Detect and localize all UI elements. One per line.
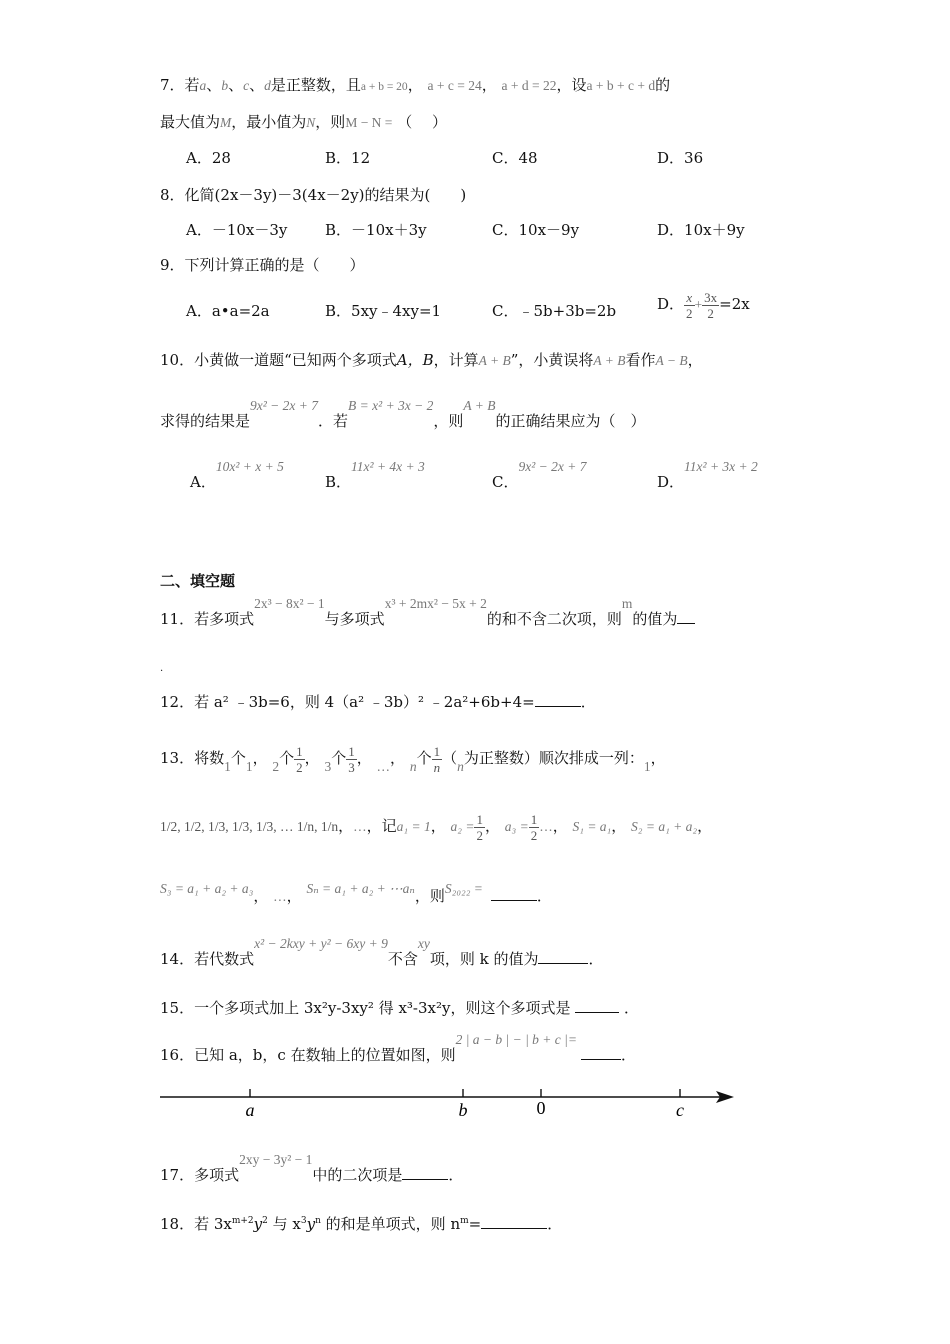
q15: 15．一个多项式加上 3x²y-3xy² 得 x³-3x²y，则这个多项式是 ． (160, 996, 639, 1019)
q7-line2: 最大值为M，最小值为N，则M − N = （ ） (160, 113, 447, 131)
q10-option-a: A．10x² + x + 5 (190, 459, 284, 491)
label-c: c (676, 1100, 684, 1120)
q13-line3: S₃ = a₁ + a₂ + a₃， …， Sₙ = a₁ + a₂ + ⋯aₙ，则S₂₀₂₂ = ． (160, 881, 552, 905)
q13-line2: 1/2, 1/2, 1/3, 1/3, 1/3, … 1/n, 1/n，…，记a₁ = 1， a₂ = $\frac{1}{2}$ ， a₃ = $\frac{1}{2}$ …， S₁ = a₁， S₂ = a₁ + a₂， (160, 811, 713, 843)
q17: 17．多项式2xy − 3y² − 1中的二次项是 ． (160, 1152, 464, 1184)
q10-line2: 求得的结果是9x² − 2x + 7．若B = x² + 3x − 2，则A + B的正确结果应为（ ） (160, 398, 646, 430)
q11: 11．若多项式2x³ − 8x² − 1与多项式x³ + 2mx² − 5x + 2的和不含二次项，则m的值为 (160, 607, 695, 631)
q10-line1: 10．小黄做一道题“已知两个多项式A，B，计算A + B”，小黄误将A + B看作A − B， (160, 351, 703, 369)
q11-period: . (160, 663, 164, 674)
q10-option-d: D．11x² + 3x + 2 (657, 459, 758, 491)
q10-option-c: C．9x² − 2x + 7 (492, 459, 587, 491)
q14: 14．若代数式x² − 2kxy + y² − 6xy + 9不含xy项，则 k 的值为 ． (160, 936, 604, 968)
arrow-right-icon (716, 1091, 734, 1103)
q9-option-d: D． $\frac{x}{2}$ + $\frac{3x}{2}$ =2x (657, 289, 750, 321)
q7-option-b: B．12 (325, 149, 371, 167)
q9-option-c: C．﹣5b+3b=2b (492, 302, 617, 320)
q8-stem: 8．化简(2x－3y)－3(4x－2y)的结果为( ) (160, 186, 467, 204)
q7-option-a: A．28 (186, 149, 231, 167)
q8-option-a: A．－10x－3y (186, 221, 288, 239)
q8-option-c: C．10x－9y (492, 221, 580, 239)
q18: 18．若 $3x^{m+2}y^2$ 与 $x^3y^n$ 的和是单项式，则 $n^m=$ ． (160, 1210, 562, 1235)
q13-line1: 13．将数1个1， 2个 $\frac{1}{2}$ ， 3个 $\frac{1}{3}$ ， …， n个 $\frac{1}{n}$ （n为正整数）顺次排成一列：1， (160, 743, 666, 775)
label-b: b (458, 1100, 468, 1120)
q7-line1: 7．若a、b、c、d是正整数，且a + b = 20， a + c = 24， a + d = 22，设a + b + c + d的 (160, 76, 671, 94)
q9-stem: 9．下列计算正确的是（ ） (160, 256, 365, 274)
label-a: a (245, 1100, 255, 1120)
label-zero: 0 (536, 1098, 546, 1118)
q9-option-a: A．a•a=2a (186, 302, 270, 320)
q16: 16．已知 a，b，c 在数轴上的位置如图，则2 | a − b | − | b + c |=． (160, 1032, 636, 1064)
section-title: 二、填空题 (160, 572, 236, 590)
q8-option-d: D．10x＋9y (657, 221, 745, 239)
q8-option-b: B．－10x＋3y (325, 221, 427, 239)
q7-option-c: C．48 (492, 149, 538, 167)
q7-option-d: D．36 (657, 149, 704, 167)
q12: 12．若 a² ﹣3b=6，则 4（a² ﹣3b）² ﹣2a²+6b+4= ． (160, 690, 596, 713)
q10-option-b: B．11x² + 4x + 3 (325, 459, 425, 491)
q9-option-b: B．5xy﹣4xy=1 (325, 302, 442, 320)
